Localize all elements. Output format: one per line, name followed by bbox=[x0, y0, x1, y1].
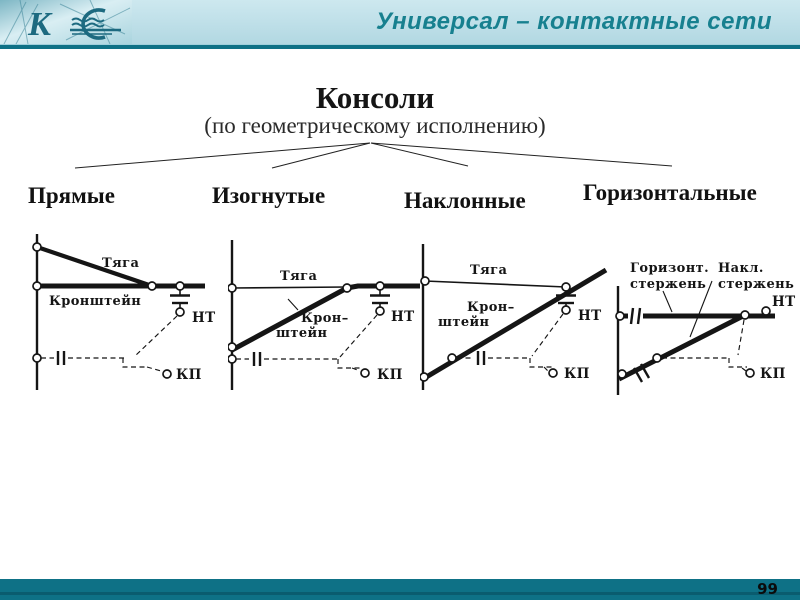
label-nt: НТ bbox=[772, 294, 796, 310]
diagram-bent-console bbox=[228, 228, 423, 398]
label-gor-2: стержень bbox=[630, 277, 707, 292]
label-nt: НТ bbox=[391, 309, 415, 325]
label-nt: НТ bbox=[578, 308, 602, 324]
header-band bbox=[0, 0, 800, 45]
label-tyaga: Тяга bbox=[470, 263, 508, 278]
svg-text:К: К bbox=[28, 6, 52, 43]
slide-subtitle: (по геометрическому исполнению) bbox=[204, 113, 546, 138]
label-gor-1: Горизонт. bbox=[630, 261, 710, 276]
category-horizontal: Горизонтальные bbox=[583, 180, 757, 205]
label-nakl-1: Накл. bbox=[718, 261, 764, 276]
diagram-inclined-console bbox=[420, 228, 615, 398]
header-title: Универсал – контактные сети bbox=[375, 8, 772, 35]
label-tyaga: Тяга bbox=[102, 256, 140, 271]
page-number: 99 bbox=[757, 580, 778, 598]
diagram-straight-console bbox=[25, 228, 230, 398]
label-kp: КП bbox=[176, 367, 202, 383]
label-kron-2: штейн bbox=[438, 315, 490, 330]
footer-bar bbox=[0, 579, 800, 600]
label-kron-1: Крон– bbox=[467, 300, 515, 315]
label-nakl-2: стержень bbox=[718, 277, 795, 292]
label-tyaga: Тяга bbox=[280, 269, 318, 284]
label-nt: НТ bbox=[192, 310, 216, 326]
diagram-horizontal-console bbox=[615, 228, 800, 400]
label-kron-1: Крон– bbox=[301, 311, 349, 326]
header-accent-line bbox=[0, 45, 800, 49]
label-kp: КП bbox=[564, 366, 590, 382]
category-bent: Изогнутые bbox=[212, 183, 326, 208]
category-inclined: Наклонные bbox=[404, 188, 526, 213]
slide-title: Консоли bbox=[315, 80, 435, 115]
label-kron-2: штейн bbox=[276, 326, 328, 341]
category-straight: Прямые bbox=[28, 183, 115, 208]
label-kp: КП bbox=[377, 367, 403, 383]
logo-ks-icon bbox=[0, 0, 132, 44]
label-kronshtein: Кронштейн bbox=[49, 294, 142, 309]
label-kp: КП bbox=[760, 366, 786, 382]
